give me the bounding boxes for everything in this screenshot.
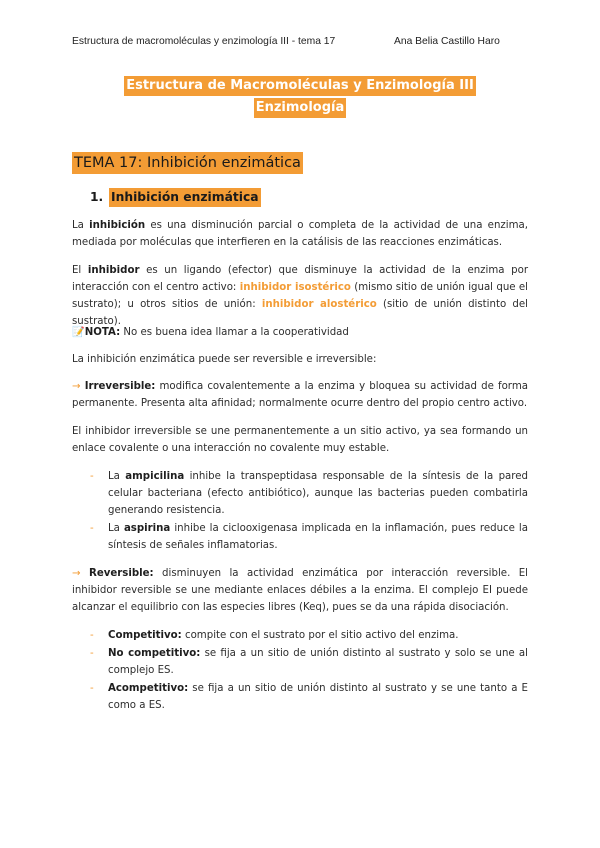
bullet-dash: - (90, 648, 94, 659)
section-title: Inhibición enzimática (109, 188, 261, 207)
text-run: (sitio de unión distinto del sustrato). (72, 299, 528, 327)
paragraph-inhibidor (72, 262, 528, 330)
term-ampicilina: ampicilina (125, 471, 185, 482)
text-run: El (72, 265, 88, 276)
text-run: es una disminución parcial o completa de la actividad de una enzima, mediada por moléculas que interfieren en la catálisis de las reacciones enzimáticas. (72, 220, 528, 248)
document-title-block (0, 74, 600, 118)
reversible-types-list (90, 627, 528, 715)
list-item (90, 680, 528, 714)
note-label: NOTA: (84, 327, 121, 338)
list-item (90, 468, 528, 519)
bullet-dash: - (90, 471, 94, 482)
paragraph-irreversible (72, 378, 528, 412)
list-item (90, 645, 528, 679)
header-course-title: Estructura de macromoléculas y enzimología III - tema 17 (72, 36, 336, 47)
section-number: 1. (90, 190, 104, 204)
text-run: es un ligando (efector) que disminuye la actividad de la enzima por interacción con el centro activo: (72, 265, 529, 293)
text-run: La (72, 220, 90, 231)
text-run: La (108, 523, 124, 534)
tema-heading (72, 152, 303, 174)
note-text: No es buena idea llamar a la cooperatividad (120, 327, 349, 338)
term-inhibidor: inhibidor (87, 265, 140, 276)
text-run: compite con el sustrato por el sitio activo del enzima. (181, 630, 459, 641)
bullet-dash: - (90, 523, 94, 534)
memo-icon: 📝 (72, 327, 85, 338)
text-run: La (108, 471, 126, 482)
arrow-icon: → (72, 568, 81, 579)
text-run: disminuyen la actividad enzimática por interacción reversible. El inhibidor reversible se une mediante enlaces débiles a la enzima. El complejo EI puede alcanzar el equilibrio con las especies libres (Keq), pues se da una rápida disociación. (72, 568, 528, 613)
text-run: modifica covalentemente a la enzima y bloquea su actividad de forma permanente. Presenta alta afinidad; normalmente ocurre dentro del propio centro activo. (72, 381, 528, 409)
section-heading (90, 186, 261, 207)
text-run: inhibe la transpeptidasa responsable de la síntesis de la pared celular bacteriana (efecto antibiótico), aunque las bacterias pueden combatirla generando resistencia. (108, 471, 528, 516)
list-item (90, 627, 528, 644)
text-run: (mismo sitio de unión igual que el sustrato); u otros sitios de unión: (72, 282, 528, 310)
bullet-dash: - (90, 630, 94, 641)
arrow-icon: → (72, 381, 81, 392)
term-inhibicion: inhibición (89, 220, 146, 231)
term-acompetitivo: Acompetitivo: (108, 683, 189, 694)
term-irreversible: Irreversible: (84, 381, 156, 392)
term-aspirina: aspirina (123, 523, 171, 534)
term-inhibidor-alosterico: inhibidor alostérico (261, 299, 377, 310)
header-author: Ana Belia Castillo Haro (394, 36, 500, 47)
tema-heading-text: TEMA 17: Inhibición enzimática (72, 152, 303, 174)
running-header (72, 36, 528, 50)
term-inhibidor-isosterico: inhibidor isostérico (239, 282, 351, 293)
list-item (90, 520, 528, 554)
document-subtitle: Enzimología (254, 98, 347, 118)
document-title: Estructura de Macromoléculas y Enzimología III (124, 76, 476, 96)
irreversible-examples-list (90, 468, 528, 555)
bullet-dash: - (90, 683, 94, 694)
term-reversible: Reversible: (88, 568, 154, 579)
text-run: inhibe la ciclooxigenasa implicada en la inflamación, pues reduce la síntesis de señales inflamatorias. (108, 523, 528, 551)
paragraph-tipos: La inhibición enzimática puede ser reversible e irreversible: (72, 354, 377, 365)
paragraph-reversible (72, 565, 528, 616)
paragraph-inhibicion (72, 217, 528, 251)
note-line (72, 324, 528, 341)
term-competitivo: Competitivo: (108, 630, 182, 641)
paragraph-inhibidor-irreversible: El inhibidor irreversible se une permanentemente a un sitio activo, ya sea formando un enlace covalente o una interacción no covalente muy estable. (72, 426, 528, 454)
text-run: se fija a un sitio de unión distinto al sustrato y solo se une al complejo ES. (108, 648, 528, 676)
term-no-competitivo: No competitivo: (108, 648, 201, 659)
text-run: se fija a un sitio de unión distinto al sustrato y se une tanto a E como a ES. (108, 683, 528, 711)
